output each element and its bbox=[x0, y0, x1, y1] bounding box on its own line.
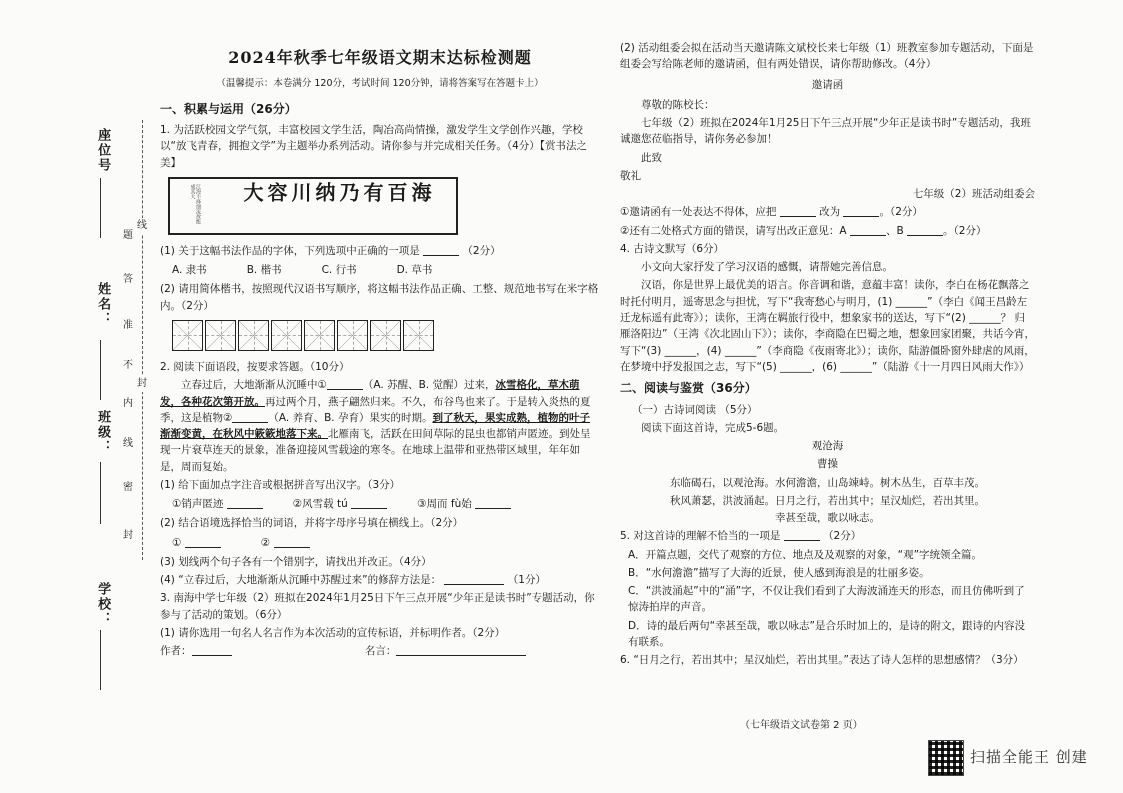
q1-1-score: （2分） bbox=[462, 244, 501, 257]
q2-2-item: ① bbox=[172, 535, 221, 551]
question-3-2: (2) 活动组委会拟在活动当天邀请陈文斌校长来七年级（1）班教室参加专题活动，下面是组委会写给陈老师的邀请函，但有两处错误，请你帮助修改。（4分） bbox=[620, 42, 1034, 71]
q4-intro: 小文向大家抒发了学习汉语的感慨，请帮她完善信息。 bbox=[641, 261, 893, 274]
q2-2-item: ② bbox=[261, 535, 310, 551]
mi-grid-cell[interactable] bbox=[370, 320, 401, 351]
answer-blank[interactable] bbox=[327, 378, 363, 390]
q2-1-item: ①销声匿迹 bbox=[172, 496, 263, 512]
exam-tip: （温馨提示：本卷满分 120分，考试时间 120分钟，请将答案写在答题卡上） bbox=[216, 77, 544, 89]
question-1-2: (2) 请用简体楷书，按照现代汉语书写顺序，将这幅书法作品正确、工整、规范地书写在米字格内。（2分） bbox=[160, 283, 599, 312]
name-line bbox=[100, 340, 101, 400]
question-2-1: (1) 给下面加点字注音或根据拼音写出汉字。（3分） bbox=[160, 478, 401, 491]
school-line bbox=[100, 630, 101, 690]
mi-grid-cell[interactable] bbox=[304, 320, 335, 351]
answer-blank[interactable] bbox=[907, 224, 943, 236]
answer-blank[interactable] bbox=[232, 411, 268, 423]
answer-blank[interactable] bbox=[784, 529, 820, 541]
letter-greeting: 尊敬的陈校长： bbox=[641, 98, 715, 111]
cut-char: 题 bbox=[120, 228, 136, 244]
question-6: 6. “日月之行，若出其中；星汉灿烂，若出其里。”表达了诗人怎样的思想感情？（3分） bbox=[620, 654, 1024, 667]
mi-grid-cell[interactable] bbox=[403, 320, 434, 351]
mi-grid-boxes bbox=[172, 320, 600, 351]
question-1: 1. 为活跃校园文学气氛，丰富校园文学生活，陶冶高尚情操，激发学生文学创作兴趣，学校以“放飞青春，拥抱文学”为主题举办系列活动。请你参与并完成相关任务。（4分）【赏书法之美】 bbox=[160, 124, 588, 169]
passage-text: 再过两个月，燕子翩然归来。不久，布谷鸟也来了。于是转入炎热的夏季，这是植物② bbox=[160, 395, 591, 424]
cut-char: 不 bbox=[120, 358, 136, 374]
letter-closing-1: 此致 bbox=[641, 151, 662, 164]
seal-cut-line bbox=[142, 120, 143, 560]
q1-1-options bbox=[160, 262, 600, 278]
passage-text: （A. 养育、B. 孕育）果实的时期。 bbox=[268, 411, 433, 424]
q2-1-item: ②风雪载 tú bbox=[293, 496, 387, 512]
binding-margin bbox=[0, 0, 160, 793]
scanner-text: 扫描全能王 创建 bbox=[970, 748, 1088, 767]
school-label: 学校： bbox=[95, 582, 111, 627]
cut-char: 线 bbox=[134, 218, 150, 234]
calligraphy-inscription: 江海不择细流故能成其大 bbox=[189, 183, 201, 224]
letter-body: 七年级（2）班拟在2024年1月25日下午三点开展“少年正是读书时”专题活动，我班诚邀您莅临指导，请你务必参加！ bbox=[620, 117, 1031, 146]
question-3: 3. 南海中学七年级（2）班拟在2024年1月25日下午三点开展“少年正是读书时”专题活动，你参与了活动的策划。（6分） bbox=[160, 592, 595, 621]
mi-grid-cell[interactable] bbox=[238, 320, 269, 351]
mi-grid-cell[interactable] bbox=[172, 320, 203, 351]
option-d: D. 草书 bbox=[396, 264, 433, 277]
poem-line: 东临碣石，以观沧海。水何澹澹，山岛竦峙。树木丛生，百草丰茂。 bbox=[670, 476, 985, 489]
answer-blank[interactable] bbox=[274, 536, 310, 548]
answer-blank[interactable] bbox=[351, 497, 387, 509]
answer-blank[interactable] bbox=[843, 205, 879, 217]
q5-option-d: D．诗的最后两句“幸甚至哉，歌以咏志”是合乐时加上的，是诗的附文，跟诗的内容没有联系。 bbox=[628, 619, 1025, 648]
q5-option-c: C．“洪波涌起”中的“涌”字，不仅让我们看到了大海波涌连天的形态，而且仿佛听到了惊涛拍岸的声音。 bbox=[628, 585, 1025, 614]
class-label: 班级： bbox=[95, 410, 111, 455]
option-b: B. 楷书 bbox=[246, 264, 282, 277]
right-column bbox=[620, 40, 1035, 670]
q2-1-items bbox=[160, 496, 600, 512]
poem-line: 幸甚至哉，歌以咏志。 bbox=[775, 512, 880, 525]
q2-2-items bbox=[160, 535, 600, 551]
question-2-2: (2) 结合语境选择恰当的词语，并将字母序号填在横线上。（2分） bbox=[160, 517, 464, 530]
mi-grid-cell[interactable] bbox=[271, 320, 302, 351]
question-2: 2. 阅读下面语段，按要求答题。（10分） bbox=[160, 360, 350, 373]
cut-char: 封 bbox=[134, 376, 150, 392]
q2-passage bbox=[160, 377, 600, 475]
poem-author: 曹操 bbox=[817, 458, 838, 471]
mi-grid-cell[interactable] bbox=[337, 320, 368, 351]
left-column bbox=[160, 40, 600, 661]
answer-blank[interactable] bbox=[444, 573, 504, 585]
underlined-sentence: 冰雪格化，草木萌发，各种花次第开放。 bbox=[160, 379, 580, 408]
passage-text: 立春过后，大地渐渐从沉睡中① bbox=[181, 379, 327, 392]
page-footer: （七年级语文试卷第 2 页） bbox=[740, 720, 863, 731]
section-2-heading: 二、阅读与鉴赏（36分） bbox=[620, 381, 757, 396]
calligraphy-characters: 海百有乃纳川容大 bbox=[240, 181, 432, 220]
subsection-1-intro: 阅读下面这首诗，完成5-6题。 bbox=[641, 421, 785, 434]
answer-blank[interactable] bbox=[475, 497, 511, 509]
seat-line bbox=[100, 178, 101, 238]
option-a: A. 隶书 bbox=[172, 264, 207, 277]
answer-blank[interactable] bbox=[423, 244, 459, 256]
calligraphy-artwork bbox=[168, 177, 458, 235]
question-1-1 bbox=[160, 243, 600, 259]
poem-body bbox=[620, 475, 1035, 529]
cut-char: 线 bbox=[120, 436, 136, 452]
poem-line: 秋风萧瑟，洪波涌起。日月之行，若出其中；星汉灿烂，若出其里。 bbox=[670, 494, 985, 507]
scanner-watermark bbox=[928, 740, 1088, 776]
answer-blank[interactable] bbox=[227, 497, 263, 509]
question-5: 5. 对这首诗的理解不恰当的一项是 （2分） bbox=[620, 530, 862, 543]
cut-char: 密 bbox=[120, 480, 136, 496]
qr-code-icon bbox=[928, 740, 964, 776]
q1-1-text: (1) 关于这幅书法作品的字体，下列选项中正确的一项是 bbox=[160, 244, 420, 257]
mi-grid-cell[interactable] bbox=[205, 320, 236, 351]
option-c: C. 行书 bbox=[321, 264, 357, 277]
letter-title: 邀请函 bbox=[811, 78, 844, 91]
class-line bbox=[100, 462, 101, 524]
cut-char: 封 bbox=[120, 528, 136, 544]
question-4: 4. 古诗文默写（6分） bbox=[620, 242, 725, 255]
poem-title: 观沧海 bbox=[811, 440, 844, 453]
cut-char: 答 bbox=[120, 272, 136, 288]
cut-char: 内 bbox=[120, 396, 136, 412]
q4-body: 汉语，你是世界上最优美的语言。你音调和谐，意蕴丰富！读你，李白在杨花飘落之时托付明月，遥寄思念与担忧，写下“我寄愁心与明月，(1) ______”（李白《闻王昌龄左迁龙标遥有此寄》）；读你，王湾在羁旅行役中，想象家书的送达，写下“(2) ______？ 归雁洛阳边”（王湾《次北固山下》）；读你，李商隐在巴蜀之地，想象回家团聚，共话今宵，写下“(3) ______，(4) ______”（李商隐《夜雨寄北》）；读你，陆游僵卧窗外肆虐的风雨，在梦境中抒发报国之志，写下“(5) ______，(6) ______”（陆游《十一月四日风雨大作》） bbox=[620, 279, 1035, 373]
q2-1-item: ③周而 fù始 bbox=[417, 496, 511, 512]
letter-signature: 七年级（2）班活动组委会 bbox=[912, 188, 1035, 201]
underlined-sentence: 到了秋天，果实成熟，植物的叶子渐渐变黄，在秋风中簌簌地落下来。 bbox=[160, 411, 590, 441]
section-1-heading: 一、积累与运用（26分） bbox=[160, 101, 297, 116]
subsection-1-heading: （一）古诗词阅读 （5分） bbox=[632, 403, 758, 416]
quote-blank[interactable] bbox=[396, 644, 526, 656]
seat-number-label: 座位号 bbox=[95, 128, 111, 173]
name-label: 姓名： bbox=[95, 282, 111, 327]
cut-char: 准 bbox=[120, 318, 136, 334]
answer-blank[interactable] bbox=[780, 205, 816, 217]
letter-closing-2: 敬礼 bbox=[620, 169, 641, 182]
question-2-4: (4) “立春过后，大地渐渐从沉睡中苏醒过来”的修辞方法是： （1分） bbox=[160, 574, 546, 587]
exam-title: 2024年秋季七年级语文期末达标检测题 bbox=[228, 48, 532, 67]
q5-option-a: A．开篇点题，交代了观察的方位、地点及及观察的对象，“观”字统领全篇。 bbox=[628, 548, 983, 561]
answer-blank[interactable] bbox=[850, 224, 886, 236]
q3-1-answer: 作者： 名言： bbox=[160, 643, 600, 659]
passage-text: （A. 苏醒、B. 觉醒）过来， bbox=[362, 379, 496, 392]
author-blank[interactable] bbox=[192, 644, 232, 656]
answer-blank[interactable] bbox=[185, 536, 221, 548]
q5-option-b: B．“水何澹澹”描写了大海的近景，使人感到海浪是的壮丽多姿。 bbox=[628, 566, 930, 579]
calligraphy-text bbox=[212, 182, 432, 230]
passage-text: 北雁南飞，活跃在田间草际的昆虫也都销声匿迹。到处呈现一片衰草连天的景象，准备迎接风雪载途的寒冬。在地球上温带和亚热带区域里，年年如是，周而复始。 bbox=[160, 428, 591, 473]
fix-1: ①邀请函有一处表达不得体，应把 改为 。（2分） bbox=[620, 206, 923, 219]
question-3-1: (1) 请你选用一句名人名言作为本次活动的宣传标语，并标明作者。（2分） bbox=[160, 626, 506, 639]
question-2-3: (3) 划线两个句子各有一个错别字，请找出并改正。（4分） bbox=[160, 555, 432, 568]
fix-2: ②还有二处格式方面的错误，请写出改正意见：A 、B 。（2分） bbox=[620, 224, 987, 237]
